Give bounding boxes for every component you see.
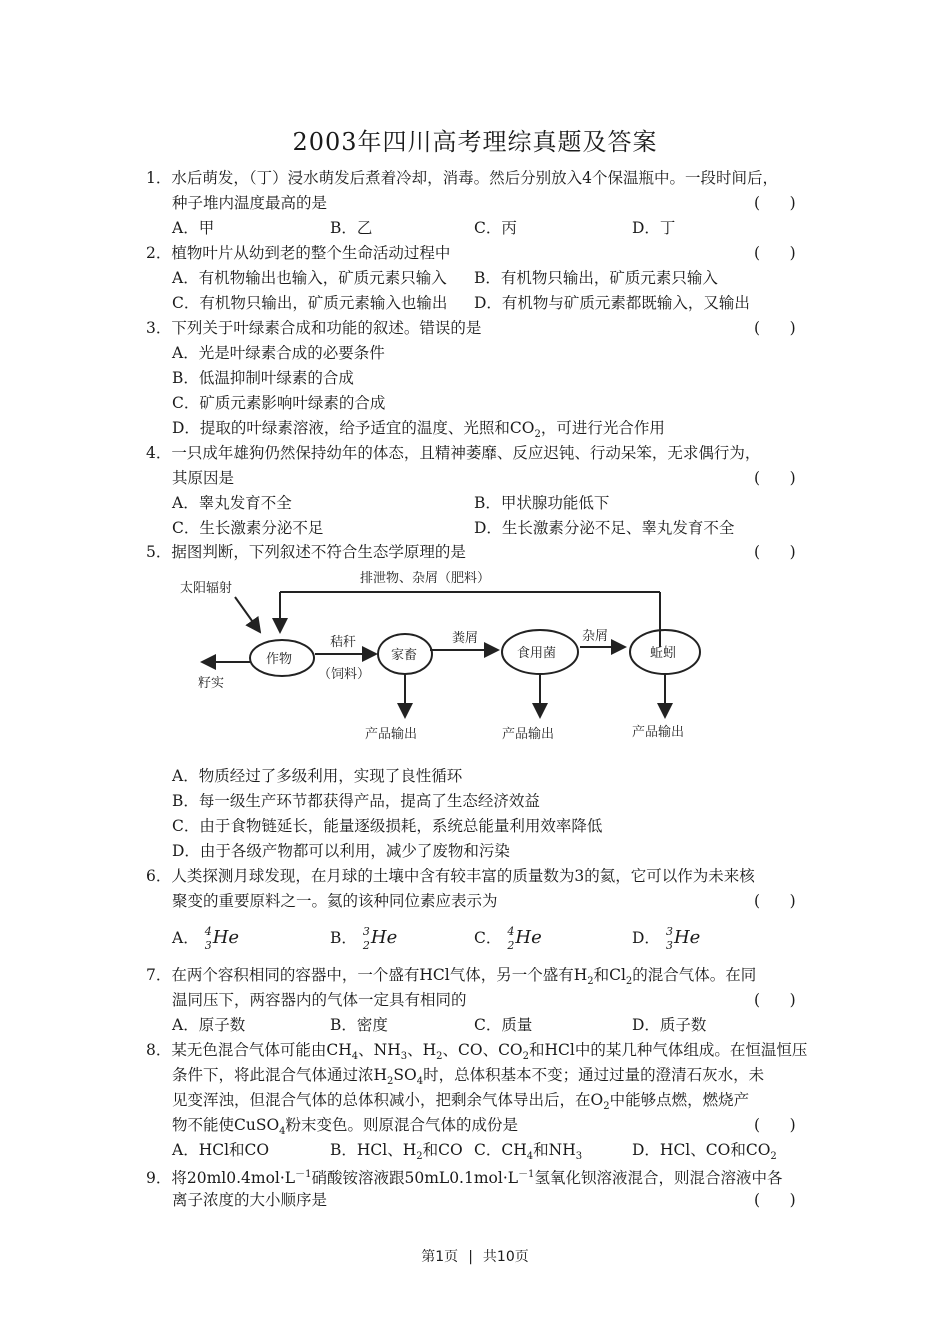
q2-answer-blank: ( ) — [754, 244, 796, 262]
q5-stem: 5．据图判断，下列叙述不符合生态学原理的是 — [146, 543, 466, 561]
q5-option-a: A．物质经过了多级利用，实现了良性循环 — [172, 767, 463, 785]
q5-answer-blank: ( ) — [754, 543, 796, 561]
q6-option-c: C． 4 2 He — [474, 925, 542, 952]
q8-option-c: C．$CH_4$和$NH_3$ — [474, 1141, 583, 1163]
q5-option-d: D．由于各级产物都可以利用，减少了废物和污染 — [172, 842, 510, 860]
q7-option-c: C．质量 — [474, 1016, 533, 1034]
livestock-label: 家畜 — [391, 648, 418, 663]
q4-option-c: C．生长激素分泌不足 — [172, 519, 324, 537]
q6-answer-blank: ( ) — [754, 892, 796, 910]
q5-option-b: B．每一级生产环节都获得产品，提高了生态经济效益 — [172, 792, 540, 810]
q1-option-b: B．乙 — [330, 219, 373, 237]
q4-option-d: D．生长激素分泌不足、睾丸发育不全 — [474, 519, 735, 537]
feed-label: （饲料） — [318, 667, 371, 682]
q9-stem-line2: 离子浓度的大小顺序是 — [172, 1191, 328, 1209]
q5-option-c: C．由于食物链延长，能量逐级损耗，系统总能量利用效率降低 — [172, 817, 603, 835]
q2-option-a: A．有机物输出也输入，矿质元素只输入 — [172, 269, 447, 287]
dung-label: 粪屑 — [452, 631, 479, 646]
q2-option-d: D．有机物与矿质元素都既输入，又输出 — [474, 294, 750, 312]
q4-stem-line2: 其原因是 — [172, 469, 235, 487]
crop-label: 作物 — [266, 652, 293, 667]
straw-label: 秸秆 — [330, 635, 357, 650]
q7-stem-line2: 温同压下，两容器内的气体一定具有相同的 — [172, 991, 467, 1009]
q6-stem-line1: 6．人类探测月球发现，在月球的土壤中含有较丰富的质量数为3的氦，它可以作为未来核 — [146, 867, 755, 885]
q9-stem-line1: 9．将$20ml0.4mol\cdot L^{-1}$硝酸铵溶液跟$50mL0.1mol\cdot L^{-1}$氢氧化钡溶液混合，则混合溶液中各 — [146, 1169, 783, 1188]
q7-option-b: B．密度 — [330, 1016, 388, 1034]
q7-answer-blank: ( ) — [754, 991, 796, 1009]
q1-stem-line1: 1．水后萌发，（丁）浸水萌发后煮着冷却，消毒。然后分别放入4个保温瓶中。一段时间后， — [146, 169, 778, 187]
page-footer — [0, 1246, 950, 1266]
q1-option-a: A．甲 — [172, 219, 215, 237]
sun-label: 太阳辐射 — [180, 581, 233, 596]
q6-option-a: A． 4 3 He — [172, 925, 240, 952]
q2-stem: 2．植物叶片从幼到老的整个生命活动过程中 — [146, 244, 451, 262]
q8-answer-blank: ( ) — [754, 1116, 796, 1134]
q3-stem: 3．下列关于叶绿素合成和功能的叙述。错误的是 — [146, 319, 482, 337]
earthworm-label: 蚯蚓 — [650, 646, 677, 661]
page-number: 第1页 — [421, 1249, 459, 1265]
output-label-2: 产品输出 — [502, 727, 555, 742]
q4-answer-blank: ( ) — [754, 469, 796, 487]
page-title: 2003年四川高考理综真题及答案 — [292, 128, 658, 156]
debris-label: 杂屑 — [582, 629, 609, 644]
q8-option-b: B．HCl、$H_2$和CO — [330, 1141, 463, 1163]
footer-separator: | — [468, 1249, 473, 1265]
q8-stem-line3: 见变浑浊，但混合气体的总体积减小，把剩余气体导出后，在$O_2$中能够点燃，燃烧产 — [172, 1091, 750, 1113]
q4-option-a: A．睾丸发育不全 — [172, 494, 292, 512]
q2-option-b: B．有机物只输出，矿质元素只输入 — [474, 269, 718, 287]
q2-option-c: C．有机物只输出，矿质元素输入也输出 — [172, 294, 448, 312]
q7-option-a: A．原子数 — [172, 1016, 246, 1034]
output-label-1: 产品输出 — [365, 727, 418, 742]
q8-option-d: D．HCl、CO和$CO_2$ — [632, 1141, 777, 1163]
q8-stem-line2: 条件下，将此混合气体通过浓$H_2SO_4$时，总体积基本不变；通过过量的澄清石灰水，未 — [172, 1066, 765, 1088]
q1-option-d: D．丁 — [632, 219, 676, 237]
q3-answer-blank: ( ) — [754, 319, 796, 337]
q4-stem-line1: 4．一只成年雄狗仍然保持幼年的体态，且精神萎靡、反应迟钝、行动呆笨，无求偶行为， — [146, 444, 761, 462]
q1-answer-blank: ( ) — [754, 194, 796, 212]
q6-stem-line2: 聚变的重要原料之一。氦的该种同位素应表示为 — [172, 892, 498, 910]
q7-option-d: D．质子数 — [632, 1016, 707, 1034]
output-label-3: 产品输出 — [632, 725, 685, 740]
q6-option-b: B． 3 2 He — [330, 925, 398, 952]
page-total: 共10页 — [482, 1249, 529, 1265]
q4-option-b: B．甲状腺功能低下 — [474, 494, 610, 512]
q9-answer-blank: ( ) — [754, 1191, 796, 1209]
fungus-label: 食用菌 — [517, 646, 557, 661]
q3-option-a: A．光是叶绿素合成的必要条件 — [172, 344, 385, 362]
q3-option-d: D．提取的叶绿素溶液，给予适宜的温度、光照和$CO_2$，可进行光合作用 — [172, 419, 665, 441]
q6-option-d: D． 3 3 He — [632, 925, 701, 952]
q3-option-b: B．低温抑制叶绿素的合成 — [172, 369, 354, 387]
q8-stem-line1: 8．某无色混合气体可能由$CH_4$、$NH_3$、$H_2$、CO、$CO_2$和HCl中的某几种气体组成。在恒温恒压 — [146, 1041, 808, 1063]
q7-stem-line1: 7．在两个容积相同的容器中，一个盛有HCl气体，另一个盛有$H_2$和$Cl_2$的混合气体。在同 — [146, 966, 757, 988]
q3-option-c: C．矿质元素影响叶绿素的合成 — [172, 394, 386, 412]
q8-option-a: A．HCl和CO — [172, 1141, 270, 1159]
q8-stem-line4: 物不能使CuSO$_4$粉末变色。则原混合气体的成份是 — [172, 1116, 519, 1138]
fruit-label: 籽实 — [198, 676, 225, 691]
feedback-label: 排泄物、杂屑（肥料） — [360, 571, 491, 586]
ecosystem-flow-diagram — [180, 562, 740, 752]
q1-stem-line2: 种子堆内温度最高的是 — [172, 194, 328, 212]
sun-arrow — [235, 597, 260, 632]
q1-option-c: C．丙 — [474, 219, 517, 237]
